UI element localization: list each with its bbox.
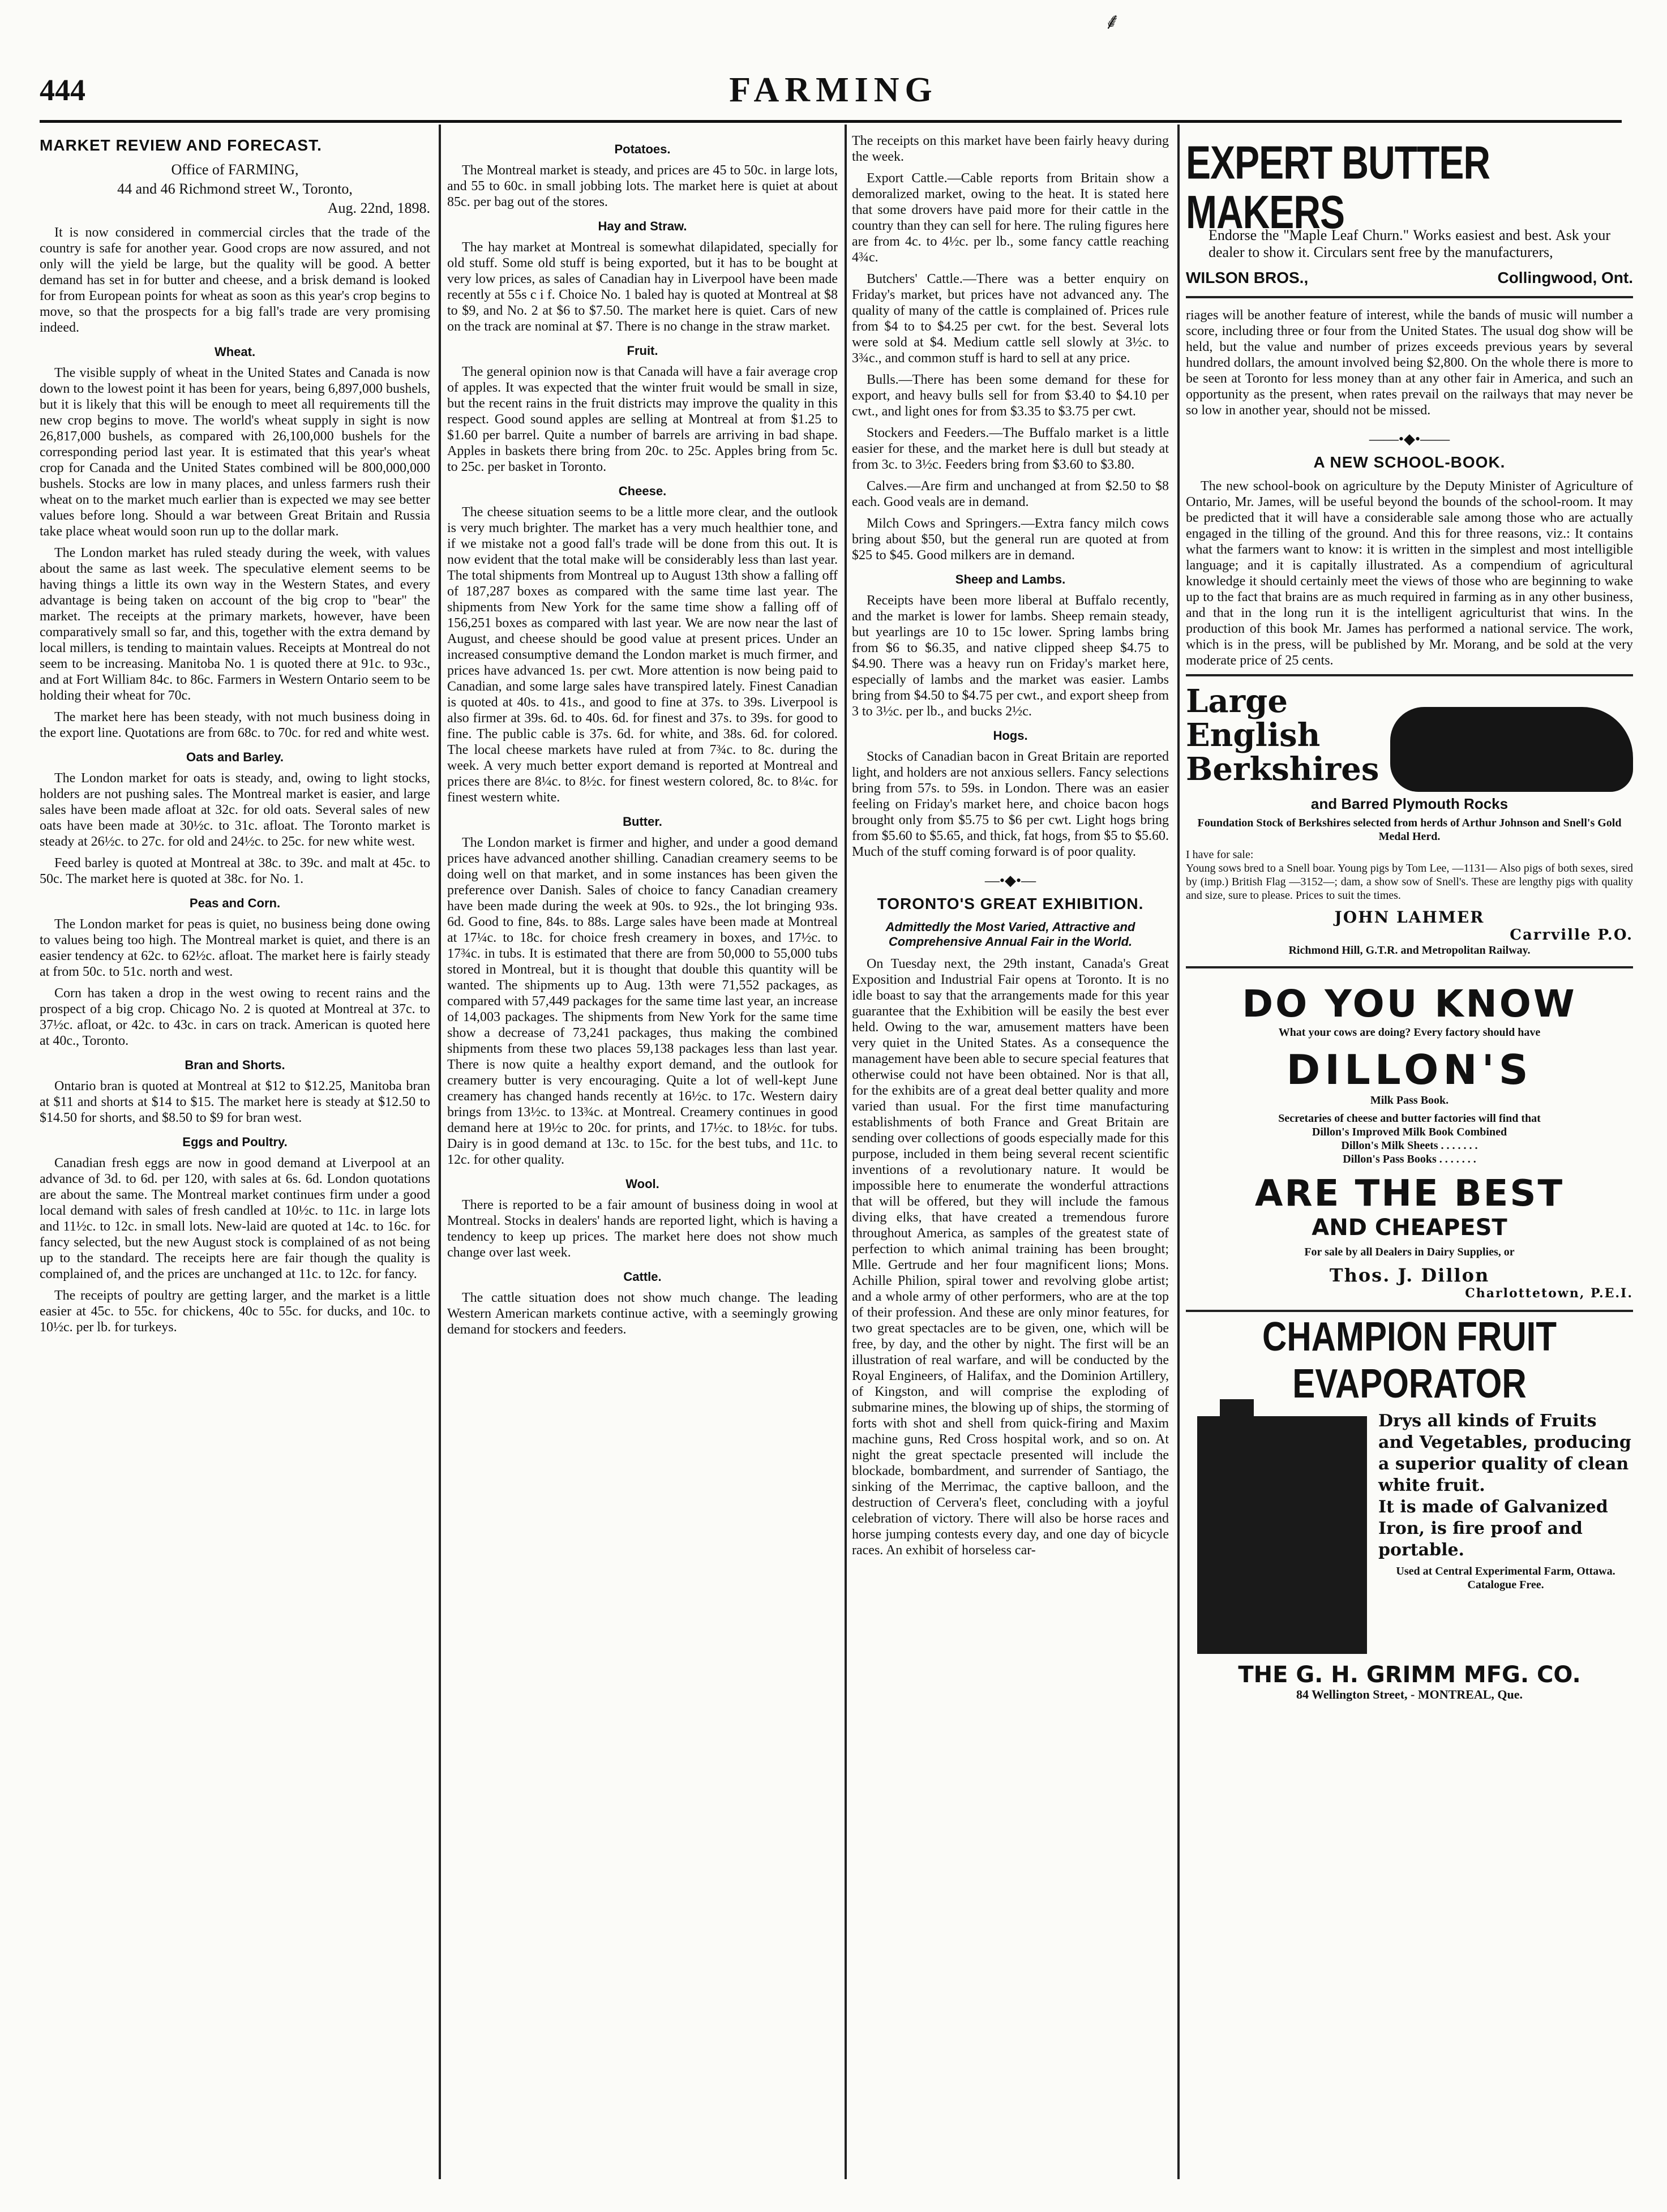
evaporator-title: CHAMPION FRUIT EVAPORATOR (1262, 1314, 1557, 1407)
wheat-paragraph: The London market has ruled steady during the week, with values about the same as last week. The speculative element seems to be having things a little its own way in the Western States, and every advantage is being taken on account of the big crop to "bear" the market. The receipts at the primary markets, however, have been comparatively small so far, and this, together with the extra demand by local millers, is tending to maintain values. Receipts at Montreal do not seem to be increasing. Manitoba No. 1 is quoted there at 91c. to 93c., and at Fort William 84c. to 86c. Farmers in Western Ontario seem to be holding their wheat for 70c. (40, 546, 430, 703)
exhibition-continued: riages will be another feature of interest, while the bands of music will number a score, including three or four from the United States. The usual dog show will be held, but the value and number of prizes exceeds previous years by several hundred dollars, the amount involved being $2,800. On the whole there is more to be seen at Toronto for less money than at any other fair in America, and such an opportunity as the present, when rates prevail on the railways that may never be so low in another year, should not be missed. (1186, 308, 1633, 418)
schoolbook-paragraph: The new school-book on agriculture by the Deputy Minister of Agriculture of Ontario, Mr. James, will be useful beyond the bounds of the school-room. It may be predicted that it will have a considerable sale among those who are actually engaged in the tilling of the ground. And this for three reasons, viz.: It contains what the farmers want to know: it is written in the simplest and most intelligible language; and it is capitally illustrated. As a compendium of agricultural knowledge it should certainly meet the views of those who are beginning to wake up to the fact that brains are as much required in farming as in any other business, and that in the long run it is the intelligent agriculturist that wins. In the production of this book Mr. James has performed a national service. The work, which is in the press, will be published by Mr. Morang, and be sold at the very moderate price of 25 cents. (1186, 479, 1633, 668)
berkshire-for-sale: I have for sale: (1186, 848, 1254, 861)
cheese-paragraph: The cheese situation seems to be a little more clear, and the outlook is very much brighter. The market has a very much healthier tone, and if we mistake not a good fall's trade will be done from this out. It is now evident that the total make will be considerably less than last year. The total shipments from Montreal up to August 13th show a falling off of 187,287 boxes as compared with the same time last year. The shipments from New York for the same time show a falling off of 156,251 boxes as compared with last year. We are now near the last of August, and cheese should be good value at present prices. Under an increased consumptive demand the London market is much firmer, and prices have advanced 1s. per cwt. More attention is now being paid to Canadian, and some large sales have transpired lately. Finest Canadian is quoted at 40s. to 41s., and good to fine at 37s. to 39s. Liverpool is also firmer at 39s. 6d. to 40s. 6d. for finest and 37s. to 39s. for good to fine. The public cable is 37s. 6d. for white, and 38s. 6d. for colored. The local cheese markets have ruled at from 7¾c. to 8c. during the week. A very much better export demand is reported at Montreal and prices there are 8¼c. to 8½c. for finest western colored, 8c. to 8¼c. for finest western white. (447, 505, 838, 805)
butter-ad-company: WILSON BROS., (1186, 269, 1309, 286)
peas-paragraph: Corn has taken a drop in the west owing to recent rains and the prospect of a big crop. Chicago No. 2 is quoted at Montreal at 37c. to 37½c. afloat, or 42c. to 43c. in cars on track. American is quoted here at 40c., Toronto. (40, 986, 430, 1048)
berkshire-seller-place: Carrville P.O. (1510, 927, 1633, 944)
dillon-item: Dillon's Pass Books . . . . . . . (1343, 1153, 1476, 1165)
exhibition-paragraph: On Tuesday next, the 29th instant, Canada's Great Exposition and Industrial Fair opens at Toronto. It is no idle boast to say that the arrangements made for this year guarantee that the Exhibition will be easily the best ever held. Owing to the war, amusement matters have been very quiet in the United States. As a consequence the management have been able to secure special features that otherwise could not have been obtained. Nor is that all, for the exhibits are of a great deal better quality and more varied than usual. For the first time manufacturing establishments of both France and Great Britain are sending over collections of goods especially made for this purpose, included in them being several recent scientific inventions of a revolutionary nature. It would be impossible here to enumerate the wonderful attractions that will be offered, but they will include the famous diving elks, that have created a tremendous furore throughout America, as samples of the greatest state of perfection to which animal training has been brought; Mlle. Gertrude and her four magnificent lions; Mons. Achille Philion, spiral tower and revolving globe artist; and a whole army of other performers, who are at the top of their profession. And these are only minor features, for two great spectacles are to be given, one, which will be free, by day, and the other by night. The first will be an illustration of real warfare, and will be conducted by the Royal Engineers, of Halifax, and the Dominion Artillery, of Kingston, and will comprise the exploding of submarine mines, the blowing up of ships, the storming of forts with shot and shell from quick-firing and Maxim machine guns, Red Cross hospital work, and so on. At night the great spectacle presented will include the blockade, bombardment, and surrender of Santiago, the sinking of the Merrimac, the captive balloon, and the destruction of Cervera's fleet, concluding with a joyful celebration of victory. There will also be horse races and horse jumping contests every day, and one day of bicycle races. An exhibit of horseless car- (852, 957, 1169, 1558)
hay-heading: Hay and Straw. (598, 219, 687, 233)
wheat-paragraph: The visible supply of wheat in the United States and Canada is now down to the lowest point it has been for years, being 6,897,000 bushels, but it is likely that this will be enough to meet all requirements till the new crop begins to move. The world's wheat supply in sight is now 26,817,000 bushels, as compared with 26,100,000 bushels for the corresponding period last year. It is estimated that this year's wheat crop for Canada and the United States combined will be 800,000,000 bushels. Stocks are low in many places, and unless farmers rush their wheat on to the market much earlier than is expected we may see better values before long. Should a war between Great Britain and Russia take place wheat would soon run up to the dollar mark. (40, 366, 430, 539)
dillon-seller-place: Charlottetown, P.E.I. (1465, 1286, 1633, 1301)
potatoes-paragraph: The Montreal market is steady, and prices are 45 to 50c. in large lots, and 55 to 60c. in small jobbing lots. The market here is quiet at about 85c. per bag out of the stores. (447, 163, 838, 209)
page-number: 444 (40, 73, 85, 107)
column-4 (1186, 133, 1633, 2182)
dillon-cheapest: AND CHEAPEST (1312, 1215, 1507, 1241)
evaporator-text-1: Drys all kinds of Fruits and Vegetables, producing a superior quality of clean white fruit. (1378, 1411, 1631, 1495)
dillon-item: Dillon's Milk Sheets . . . . . . . (1341, 1139, 1478, 1152)
office-line: Office of FARMING, (171, 161, 299, 178)
hay-paragraph: The hay market at Montreal is somewhat dilapidated, specially for old stuff. Some old stuff is being exported, but it has to be bought at very low prices, as sales of Canadian hay in Liverpool have been made recently at 55s c i f. Choice No. 1 baled hay is quoted at Montreal at $8 to $9, and No. 2 at $6 to $7.50. The market here is quiet. Cars of new on the track are nominal at $7. There is no change in the straw market. (447, 240, 838, 334)
section-ornament: —•◆•— (984, 872, 1036, 889)
dillon-are-the-best: ARE THE BEST (1254, 1173, 1565, 1215)
evaporator-catalogue: Catalogue Free. (1467, 1579, 1544, 1591)
butter-heading: Butter. (623, 815, 662, 829)
bulls-paragraph: Bulls.—There has been some demand for these for export, and heavy bulls sell for from $3.40 to $4.10 per cwt., and light ones for from $3.35 to $3.75 per cwt. (852, 372, 1169, 419)
section-ornament: ——•◆•—— (1369, 431, 1450, 447)
oats-heading: Oats and Barley. (186, 750, 284, 764)
dillon-seller: Thos. J. Dillon (1329, 1264, 1490, 1286)
wool-paragraph: There is reported to be a fair amount of business doing in wool at Montreal. Stocks in dealers' hands are reported light, which is having a tendency to keep up prices. The market here does not show much change over last week. (447, 1198, 838, 1260)
cheese-heading: Cheese. (618, 484, 667, 498)
berkshire-line-1: Large (1186, 683, 1288, 720)
exhibition-heading: TORONTO'S GREAT EXHIBITION. (877, 895, 1144, 912)
corner-mark: ⸙ (1104, 8, 1121, 34)
calves-paragraph: Calves.—Are firm and unchanged at from $2.50 to $8 each. Good veals are in demand. (852, 479, 1169, 509)
market-review-heading: MARKET REVIEW AND FORECAST. (40, 136, 322, 154)
oats-paragraph: Feed barley is quoted at Montreal at 38c. to 39c. and malt at 45c. to 50c. The market here is quoted at 38c. for No. 1. (40, 856, 430, 886)
butter-makers-ad (1186, 133, 1633, 298)
dillon-milk-book: Milk Pass Book. (1370, 1094, 1449, 1107)
column-2 (447, 133, 838, 2182)
potatoes-heading: Potatoes. (614, 142, 671, 156)
cattle-heading: Cattle. (623, 1270, 662, 1284)
butter-ad-body: Endorse the "Maple Leaf Churn." Works easiest and best. Ask your dealer to show it. Circulars sent free by the manufacturers, (1209, 227, 1610, 260)
fruit-paragraph: The general opinion now is that Canada will have a fair average crop of apples. It was expected that the winter fruit would be small in size, but the recent rains in the fruit districts may improve the quality in this respect. Good sound apples are selling at Montreal at from $1.25 to $1.60 per barrel. Quite a number of barrels are arriving in bad shape. Apples in baskets there bring from 20c. to 25c. Apples bring from 5c. to 25c. per basket in Toronto. (447, 365, 838, 474)
dillon-ad (1186, 978, 1633, 1312)
bran-paragraph: Ontario bran is quoted at Montreal at $12 to $12.25, Manitoba bran at $11 and shorts at $14 to $15. The market here is steady at $12.50 to $14.50 for shorts, and $8.50 to $9 for bran west. (40, 1079, 430, 1125)
dillon-secretaries: Secretaries of cheese and butter factories will find that (1278, 1112, 1541, 1125)
column-divider (439, 125, 441, 2179)
dillon-do-you-know: DO YOU KNOW (1242, 982, 1577, 1026)
office-address: 44 and 46 Richmond street W., Toronto, (117, 181, 353, 197)
evaporator-address: 84 Wellington Street, - MONTREAL, Que. (1296, 1687, 1523, 1701)
dillon-name: DILLON'S (1286, 1046, 1533, 1094)
exhibition-subheading: Admittedly the Most Varied, Attractive and Comprehensive Annual Fair in the World. (885, 920, 1135, 949)
pig-illustration (1390, 707, 1633, 792)
evaporator-illustration (1197, 1416, 1367, 1654)
butter-ad-place: Collingwood, Ont. (1497, 269, 1633, 286)
butchers-cattle-paragraph: Butchers' Cattle.—There was a better enquiry on Friday's market, but prices have not advanced any. The quality of many of the cattle is complained of. Prices rule from $4 to to $4.25 per cwt. for the best. Several lots were sold at $4. Medium cattle sell slowly at 3½c. to 3¾c., and common stuff is hard to sell at any price. (852, 272, 1169, 366)
butter-ad-signature (1186, 269, 1633, 287)
schoolbook-heading: A NEW SCHOOL-BOOK. (1313, 453, 1506, 471)
bran-heading: Bran and Shorts. (185, 1058, 285, 1072)
cattle-paragraph: The cattle situation does not show much change. The leading Western American markets continue active, with a seemingly growing demand for stockers and feeders. (447, 1291, 838, 1337)
wheat-heading: Wheat. (214, 345, 256, 359)
evaporator-ad (1186, 1314, 1633, 1701)
evaporator-text-3: Used at Central Experimental Farm, Ottawa. (1396, 1565, 1615, 1577)
column-divider (845, 125, 847, 2179)
sheep-paragraph: Receipts have been more liberal at Buffalo recently, and the market is lower for lambs. Sheep remain steady, but yearlings are 10 to 15c lower. Spring lambs bring from $6 to $6.35, and native clipped sheep $4.75 to $4.90. There was a heavy run on Friday's market here, especially of lambs and the market was easier. Lambs bring from $4.50 to $4.75 per cwt., and export sheep from 3 to 3½c. per lb., and bucks 2½c. (852, 593, 1169, 719)
butter-paragraph: The London market is firmer and higher, and under a good demand prices have advanced another shilling. Canadian creamery seems to be doing well on that market, and in some instances has been given the preference over Danish. Sales of choice to fancy Canadian creamery have been made during the week at 90s. to 92s., the lot bringing 93s. 6d. Good to fine, 84s. to 88s. Large sales have been made at Montreal at 17¼c. to 18c. for choice fresh creamery in boxes, and 17½c. to 17¾c. in tubs. It is estimated that there are from 50,000 to 55,000 tubs stored in Montreal, but it is thought that double this quantity will be wanted. The shipments up to Aug. 13th were 71,552 packages, as compared with 57,449 packages for the same time last year, an increase of 14,003 packages. The shipments from New York for the same time show a decrease of 73,241 packages, thus making the combined shipments from these two places 59,138 packages less than last year. There is now quite a healthy export demand, and the outlook for creamery butter is very encouraging. Quite a lot of well-kept June creamery has changed hands recently at 16½c. to 17c. Western dairy brings from 13½c. to 13¾c. at Montreal. Creamery continues in good demand here at 19½c to 20c. for prints, and 17½c. to 18½c. for tubs. Dairy is in good demand at 13c. to 15c. for the best tubs, and 11c. to 12c. for other quality. (447, 835, 838, 1167)
eggs-paragraph: The receipts of poultry are getting larger, and the market is a little easier at 45c. to 55c. for chickens, 40c to 55c. for ducks, and 10c. to 10½c. per lb. for turkeys. (40, 1288, 430, 1335)
wheat-paragraph: The market here has been steady, with not much business doing in the export line. Quotations are from 68c. to 70c. for red and white west. (40, 710, 430, 740)
eggs-heading: Eggs and Poultry. (182, 1135, 288, 1149)
evaporator-text-2: It is made of Galvanized Iron, is fire proof and portable. (1378, 1497, 1608, 1560)
peas-heading: Peas and Corn. (189, 896, 281, 910)
sheep-heading: Sheep and Lambs. (955, 572, 1066, 586)
intro-paragraph: It is now considered in commercial circles that the trade of the country is safe for another year. Good crops are now assured, and not only will the yield be large, but the quality will be good. A better demand has set in for butter and cheese, and a brisk demand is looked for from European points for wheat as soon as this year's crop begins to move, so that the prospects for a big fall's trade are very promising indeed. (40, 225, 430, 335)
hogs-heading: Hogs. (993, 728, 1028, 743)
stockers-paragraph: Stockers and Feeders.—The Buffalo market is a little easier for these, and the market here is dull but steady at from 3c. to 3½c. Feeders bring from $3.60 to $3.80. (852, 426, 1169, 472)
column-3 (852, 133, 1169, 2182)
column-divider (1177, 125, 1180, 2179)
dillon-question: What your cows are doing? Every factory should have (1278, 1026, 1541, 1039)
wool-heading: Wool. (625, 1177, 659, 1191)
berkshire-address: Richmond Hill, G.T.R. and Metropolitan Railway. (1288, 944, 1531, 957)
column-1 (40, 133, 430, 2182)
berkshire-ad (1186, 674, 1633, 968)
berkshire-subtitle: and Barred Plymouth Rocks (1310, 795, 1509, 812)
export-cattle-paragraph: Export Cattle.—Cable reports from Britain show a demoralized market, owing to the heat. It is stated here that some drovers have paid more for their cattle in the country than they can sell for here. The ruling figures here are from 4c. to 4½c. per lb., some fancy cattle reaching 4¾c. (852, 171, 1169, 265)
berkshire-line-3: Berkshires (1186, 751, 1379, 788)
berkshire-foundation: Foundation Stock of Berkshires selected from herds of Arthur Johnson and Snell's Gold Medal Herd. (1197, 817, 1622, 843)
header-rule (40, 120, 1622, 123)
hogs-paragraph: Stocks of Canadian bacon in Great Britain are reported light, and holders are not anxious sellers. Fancy selections bring from 57s. to 59s. in London. There was an easier feeling on Friday's market here, and choice bacon hogs brought only from $5.75 to $6 per cwt. Light hogs bring from $5.60 to $5.65, and thick, fat hogs, from $5 to $5.60. Much of the stuff coming forward is of poor quality. (852, 749, 1169, 859)
berkshire-seller: JOHN LAHMER (1334, 908, 1485, 927)
cattle-continued: The receipts on this market have been fairly heavy during the week. (852, 134, 1169, 164)
oats-paragraph: The London market for oats is steady, and, owing to light stocks, holders are not pushing sales. The Montreal market is easier, and large sales have been made afloat at 32c. for old oats. Several sales of new oats have been made at 30½c. to 31c. afloat. The Toronto market is steady at 26½c. to 27c. for old and 24½c. to 25c. for new white west. (40, 771, 430, 849)
butter-ad-title: EXPERT BUTTER MAKERS (1186, 136, 1490, 238)
berkshire-line-2: English (1186, 717, 1321, 754)
peas-paragraph: The London market for peas is quiet, no business being done owing to values being too high. The Montreal market is quiet, and there is an easier tendency at 62c. to 62½c. afloat. The market here is fairly steady at from 50c. to 51c. north and west. (40, 917, 430, 979)
berkshire-details: Young sows bred to a Snell boar. Young pigs by Tom Lee, —1131— Also pigs of both sexes, sired by (imp.) British Flag —3152—; dam, a show sow of Snell's. These are lengthy pigs with quality and size, sure to please. Prices to suit the times. (1186, 862, 1633, 902)
masthead-title: FARMING (729, 71, 938, 109)
fruit-heading: Fruit. (627, 344, 658, 358)
evaporator-company: THE G. H. GRIMM MFG. CO. (1238, 1662, 1581, 1688)
dillon-item: Dillon's Improved Milk Book Combined (1312, 1126, 1507, 1138)
dateline: Aug. 22nd, 1898. (327, 200, 430, 216)
eggs-paragraph: Canadian fresh eggs are now in good demand at Liverpool at an advance of 3d. to 6d. per 120, with sales at 6s. 6d. London quotations are about the same. The Montreal market continues firm under a good local demand with sales of fresh candled at 10½c. to 11c. in large lots and 11½c. to 12c. in small lots. New-laid are quoted at 14c. to 16c. for fancy selected, but the new August stock is complained of as not being up to the standard. The receipts here are fair though the quality is complained of, and the prices are unchanged at 11c. to 12c. for fancy. (40, 1156, 430, 1281)
milch-cows-paragraph: Milch Cows and Springers.—Extra fancy milch cows bring about $50, but the general run are quoted at from $25 to $45. Good milkers are in demand. (852, 516, 1169, 563)
dillon-for-sale: For sale by all Dealers in Dairy Supplies, or (1304, 1246, 1515, 1258)
